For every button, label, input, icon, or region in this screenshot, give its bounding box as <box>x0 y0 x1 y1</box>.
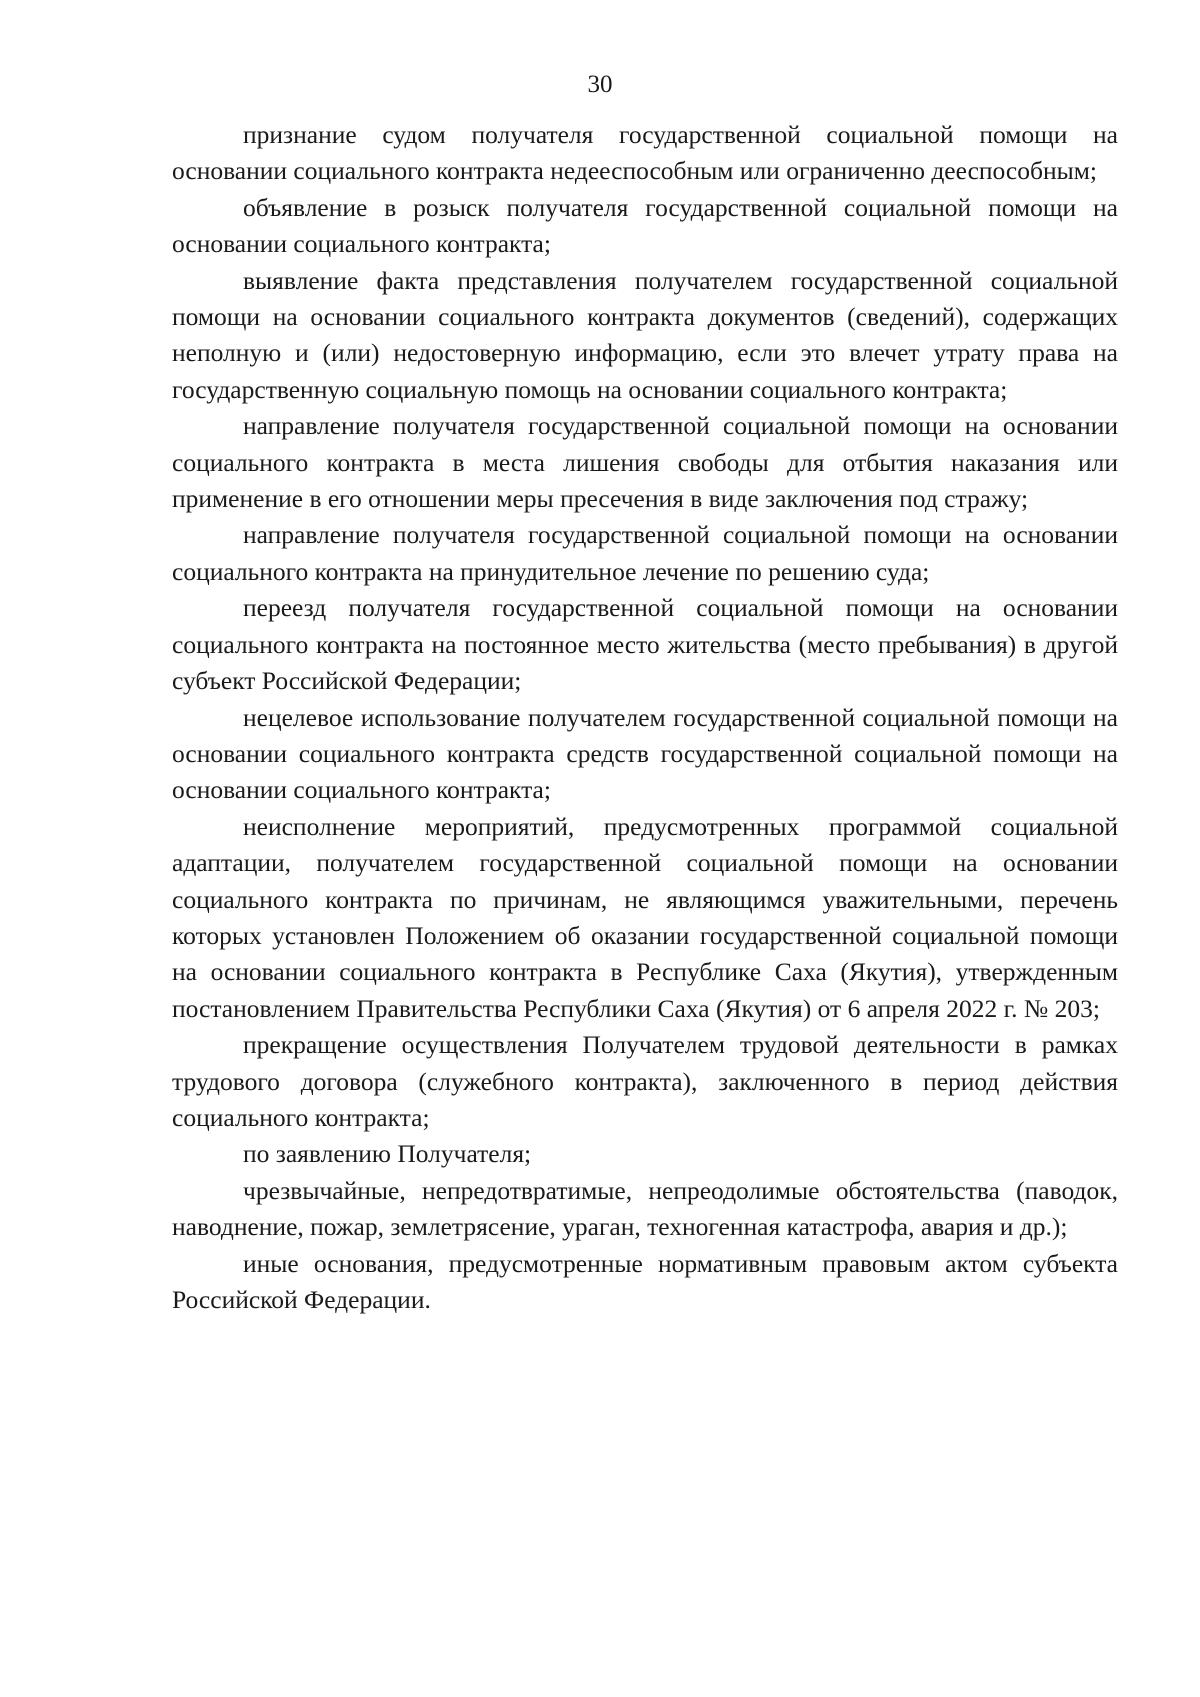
paragraph-false-info: выявление факта представления получателем государственной социальной помощи на основании социального контракта документов (сведений), содержащих неполную и (или) недостоверную информацию, если это влечет утрату права на государственную социальную помощь на основании социального контракта; <box>172 265 1118 404</box>
paragraph-wanted: объявление в розыск получателя государственной социальной помощи на основании социального контракта; <box>172 192 1118 259</box>
paragraph-misuse: нецелевое использование получателем государственной социальной помощи на основании социального контракта средств государственной социальной помощи на основании социального контракта; <box>172 702 1118 805</box>
paragraph-forced-treatment: направление получателя государственной социальной помощи на основании социального контракта на принудительное лечение по решению суда; <box>172 520 1118 586</box>
paragraph-by-request: по заявлению Получателя; <box>243 1139 532 1169</box>
paragraph-incapacity: признание судом получателя государственной социальной помощи на основании социального контракта недееспособным или ограниченно дееспособным; <box>172 120 1118 186</box>
paragraph-non-fulfillment: неисполнение мероприятий, предусмотренных программой социальной адаптации, получателем государственной социальной помощи на основании социального контракта по причинам, не являющимся уважительными, перечень которых установлен Положением об оказании государственной социальной помощи на основании социального контракта в Республике Саха (Якутия), утвержденным постановлением Правительства Республики Саха (Якутия) от 6 апреля 2022 г. № 203; <box>172 811 1118 1023</box>
paragraph-force-majeure: чрезвычайные, непредотвратимые, непреодолимые обстоятельства (паводок, наводнение, пожар, землетрясение, ураган, техногенная катастрофа, авария и др.); <box>172 1175 1118 1242</box>
page-number: 30 <box>587 71 613 98</box>
document-body <box>172 117 1118 1318</box>
paragraph-imprisonment: направление получателя государственной социальной помощи на основании социального контракта в места лишения свободы для отбытия наказания или применение в его отношении меры пресечения в виде заключения под стражу; <box>172 411 1118 514</box>
paragraph-employment-termination: прекращение осуществления Получателем трудовой деятельности в рамках трудового договора (служебного контракта), заключенного в период действия социального контракта; <box>172 1030 1118 1132</box>
paragraph-other-grounds: иные основания, предусмотренные нормативным правовым актом субъекта Российской Федерации. <box>172 1248 1118 1314</box>
paragraph-relocation: переезд получателя государственной социальной помощи на основании социального контракта на постоянное место жительства (место пребывания) в другой субъект Российской Федерации; <box>172 593 1118 696</box>
